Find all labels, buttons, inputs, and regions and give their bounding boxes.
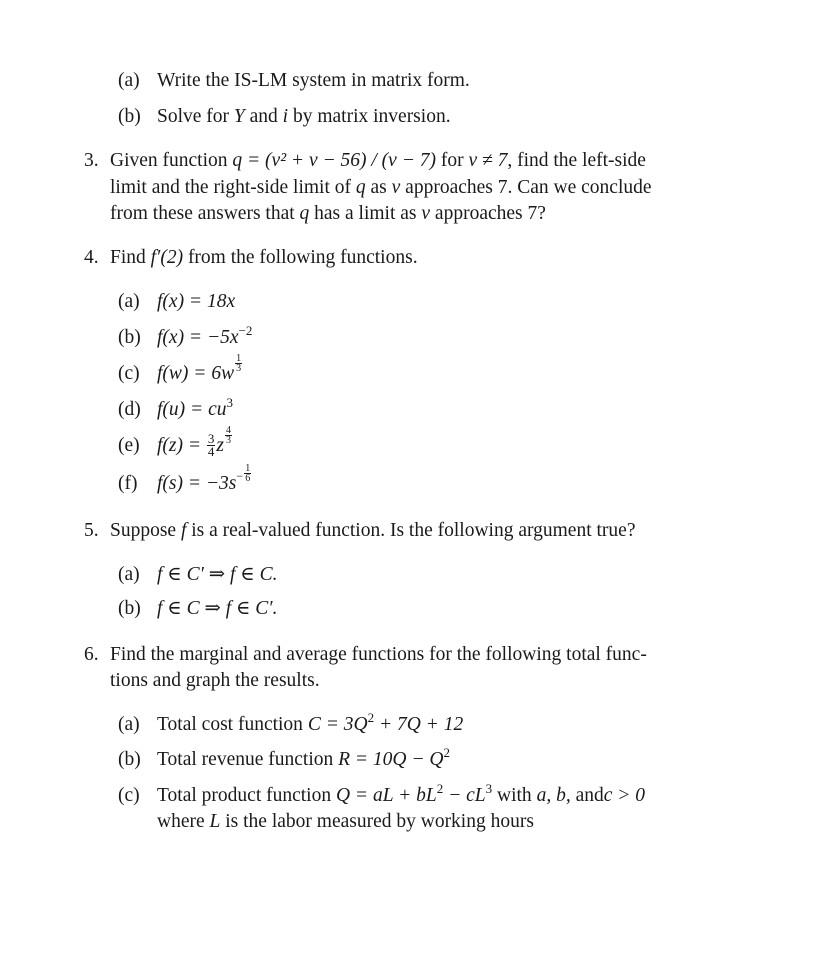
item-label: (a) [118, 714, 140, 735]
question-number: 3. [84, 150, 99, 171]
item-label: (d) [118, 399, 141, 420]
q4-item-d-expr: $f(u) = cu^3$ [157, 395, 233, 420]
q5-prompt: Suppose f is a real-valued function. Is the following argument true? [110, 520, 636, 541]
item-label: (c) [118, 363, 140, 384]
item-label: (a) [118, 291, 140, 312]
q6-line-1: Find the marginal and average functions for the following total func- [110, 644, 647, 665]
question-number: 5. [84, 520, 99, 541]
item-label: (b) [118, 327, 141, 348]
prev-item-b-text: Solve for Y and i by matrix inversion. [157, 106, 451, 127]
item-label: (e) [118, 435, 140, 456]
q4-item-e-expr: f(z) = $\frac{3}{4}$ z $\frac{4}{3}$ [157, 425, 231, 460]
item-label: (a) [118, 564, 140, 585]
q6-line-2: tions and graph the results. [110, 670, 320, 691]
q3-line-2: limit and the right-side limit of q as v approaches 7. Can we conclude [110, 177, 652, 198]
q4-prompt: Find f′(2) from the following functions. [110, 247, 418, 268]
prev-item-a-text: Write the IS-LM system in matrix form. [157, 70, 470, 91]
q4-item-f-expr: f(s) = −3s− $\frac{1}{6}$ [157, 463, 251, 494]
item-label: (b) [118, 598, 141, 619]
item-label: (b) [118, 106, 141, 127]
q3-line-3: from these answers that q has a limit as v approaches 7? [110, 203, 546, 224]
question-number: 6. [84, 644, 99, 665]
q6-item-b-text: Total revenue function $R = 10Q - Q^2$ [157, 745, 451, 770]
q6-item-c-line-2: where L is the labor measured by working hours [157, 811, 534, 832]
item-label: (b) [118, 749, 141, 770]
item-label: (a) [118, 70, 140, 91]
q3-line-1: Given function q = (v² + v − 56) / (v − 7) for v ≠ 7, find the left-side [110, 150, 646, 171]
item-label: (f) [118, 473, 138, 494]
question-number: 4. [84, 247, 99, 268]
item-label: (c) [118, 785, 140, 806]
q4-item-c-expr: f(w) = 6w $\frac{1}{3}$ [157, 353, 242, 384]
q6-item-c-text: Total product function Q = aL + $bL^2 - cL^3$ with a, b, andc > 0 [157, 781, 646, 806]
q6-item-a-text: Total cost function $C = 3Q^2 + 7Q + 12$ [157, 710, 464, 735]
q4-item-a-expr: f(x) = 18x [157, 291, 236, 312]
q4-item-b-expr: $f(x) = -5x^{-2}$ [157, 323, 253, 348]
q5-item-a-expr: f ∈ C′ ⇒ f ∈ C. [157, 564, 278, 585]
q5-item-b-expr: f ∈ C ⇒ f ∈ C′. [157, 598, 278, 619]
